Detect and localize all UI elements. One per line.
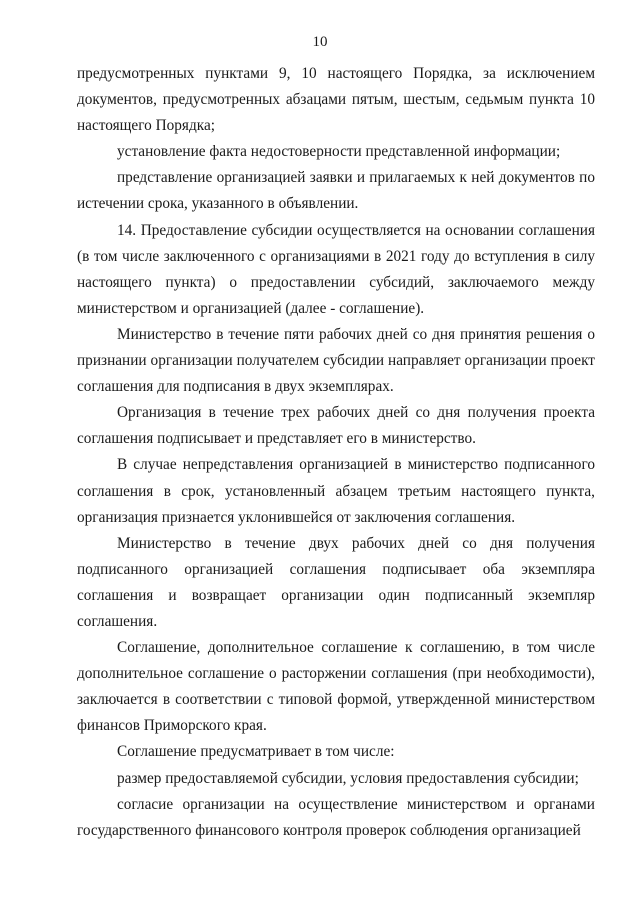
paragraph-7: В случае непредставления организацией в министерство подписанного соглашения в срок, установленный абзацем третьим настоящего пункта, организация признается уклонившейся от заключения соглашения. — [77, 456, 595, 526]
document-body — [77, 61, 595, 844]
paragraph-12: согласие организации на осуществление министерством и органами государственного финансового контроля проверок соблюдения организацией — [77, 795, 595, 839]
paragraph-6: Организация в течение трех рабочих дней со дня получения проекта соглашения подписывает и представляет его в министерство. — [77, 404, 595, 448]
paragraph-8: Министерство в течение двух рабочих дней со дня получения подписанного организацией соглашения подписывает оба экземпляра соглашения и возвращает организации один подписанный экземпляр соглашения. — [77, 534, 595, 630]
paragraph-5: Министерство в течение пяти рабочих дней со дня принятия решения о признании организации получателем субсидии направляет организации проект соглашения для подписания в двух экземплярах. — [77, 325, 595, 396]
paragraph-2: установление факта недостоверности представленной информации; — [117, 143, 561, 161]
paragraph-4: 14. Предоставление субсидии осуществляется на основании соглашения (в том числе заключенного с организациями в 2021 году до вступления в силу настоящего пункта) о предоставлении субсидий, заключаемого между министерством и организацией (далее - соглашение). — [77, 221, 595, 317]
paragraph-3: представление организацией заявки и прилагаемых к ней документов по истечении срока, указанного в объявлении. — [77, 169, 595, 213]
page-number: 10 — [312, 34, 328, 50]
paragraph-11: размер предоставляемой субсидии, условия предоставления субсидии; — [117, 769, 579, 787]
paragraph-9: Соглашение, дополнительное соглашение к соглашению, в том числе дополнительное соглашение о расторжении соглашения (при необходимости), заключается в соответствии с типовой формой, утвержденной министерством финансов Приморского края. — [77, 639, 595, 735]
paragraph-1: предусмотренных пунктами 9, 10 настоящего Порядка, за исключением документов, предусмотренных абзацами пятым, шестым, седьмым пункта 10 настоящего Порядка; — [77, 65, 595, 135]
paragraph-10: Соглашение предусматривает в том числе: — [117, 743, 395, 761]
